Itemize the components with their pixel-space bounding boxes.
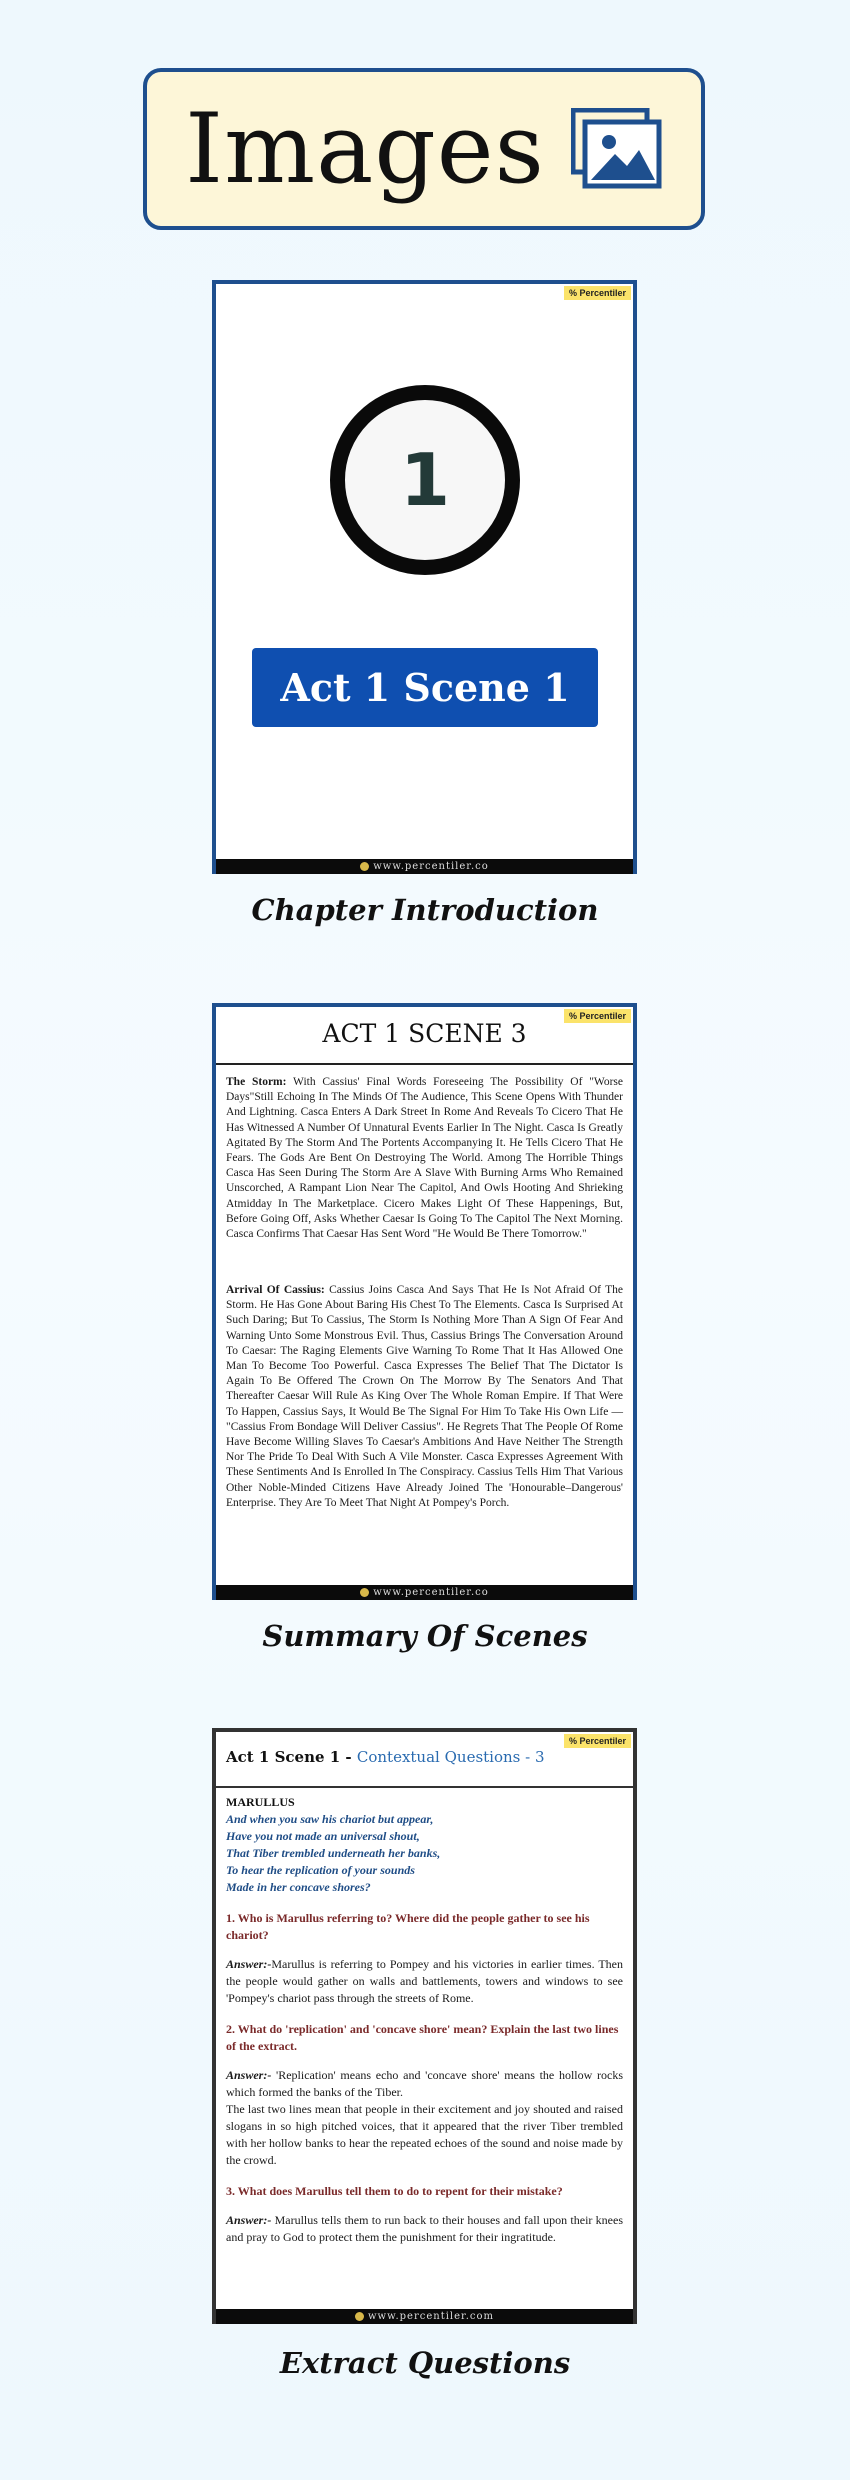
card-footer [216, 2309, 633, 2324]
verse-line: And when you saw his chariot but appear, [226, 1812, 434, 1826]
verse-line: That Tiber trembled underneath her banks, [226, 1846, 441, 1860]
percentiler-logo-icon [360, 1588, 369, 1597]
images-banner [143, 68, 705, 230]
percentiler-badge: % Percentiler [564, 1009, 631, 1023]
banner-title: Images [185, 93, 545, 205]
question-2: 2. What do 'replication' and 'concave shore' mean? Explain the last two lines of the extract. [226, 2022, 619, 2053]
card-footer [216, 1585, 633, 1600]
storm-paragraph [226, 1075, 623, 1242]
chapter-introduction-caption: Chapter Introduction [251, 893, 599, 927]
summary-of-scenes-card[interactable] [212, 1003, 637, 1600]
answer-1 [226, 1956, 623, 2007]
title-divider [216, 1063, 633, 1065]
heading-questions: Contextual Questions - 3 [356, 1748, 545, 1766]
percentiler-badge: % Percentiler [564, 286, 631, 300]
verse-line: To hear the replication of your sounds [226, 1863, 415, 1877]
answer-label: Answer:- [226, 1957, 272, 1971]
answer-text: Marullus tells them to run back to their houses and fall upon their knees and pray to God to protect them the punishment for their ingratitude. [226, 2213, 623, 2244]
percentiler-logo-icon [360, 862, 369, 871]
speaker-name: MARULLUS [226, 1795, 295, 1809]
cassius-label: Arrival Of Cassius: [226, 1284, 325, 1296]
act-scene-label: Act 1 Scene 1 [252, 648, 598, 727]
extract-content [226, 1794, 623, 2246]
answer-3 [226, 2212, 623, 2246]
answer-label: Answer:- [226, 2213, 272, 2227]
question-3: 3. What does Marullus tell them to do to repent for their mistake? [226, 2184, 563, 2198]
answer-label: Answer:- [226, 2068, 272, 2082]
percentiler-logo-icon [355, 2312, 364, 2321]
footer-url: www.percentiler.com [367, 2311, 495, 2322]
answer-text: Marullus is referring to Pompey and his victories in earlier times. Then the people would gather on walls and battlements, towers and windows to see 'Pompey's chariot pass through the streets of Rome. [226, 1957, 623, 2005]
cassius-text: Cassius Joins Casca And Says That He Is Not Afraid Of The Storm. He Has Gone About Baring His Chest To The Elements. Casca Is Surprised At Such Daring; But To Cassius, The Storm Is Nothing More Than A Sign Of Fear And Warning Unto Some Monstrous Evil. Thus, Cassius Brings The Conversation Around To Caesar: The Raging Elements Give Warning To Rome That It Has Allowed One Man To Become Too Powerful. Casca Expresses The Belief That The Dictator Is Again To Be Offered The Crown On The Morrow By The Senators And That Thereafter Caesar Will Rule As King Over The Whole Roman Empire. If That Were To Happen, Cassius Says, It Would Be The Signal For Him To Take His Own Life — "Cassius From Bondage Will Deliver Cassius". He Regrets That The People Of Rome Have Become Willing Slaves To Caesar's Ambitions And Have Neither The Strength Nor The Pride To Deal With Such A Vile Monster. Casca Expresses Agreement With These Sentiments And Is Enrolled In The Conspiracy. Cassius Tells Him That Various Other Noble-Minded Citizens Have Already Joined The 'Honourable–Dangerous' Enterprise. They Are To Meet That Night At Pompey's Porch. [226, 1284, 623, 1509]
questions-heading [226, 1748, 545, 1766]
percentiler-badge: % Percentiler [564, 1734, 631, 1748]
card-footer [216, 859, 633, 874]
heading-divider [216, 1786, 633, 1788]
storm-label: The Storm: [226, 1076, 287, 1088]
answer-2 [226, 2067, 623, 2169]
number-circle [330, 385, 520, 575]
storm-text: With Cassius' Final Words Foreseeing The Possibility Of "Worse Days"Still Echoing In The Minds Of The Audience, This Scene Opens With Thunder And Lightning. Casca Enters A Dark Street In Rome And Reveals To Cicero That He Has Witnessed A Number Of Unnatural Events Earlier In The Night. Casca Is Greatly Agitated By The Storm And The Portents Accompanying It. He Tells Cicero That He Fears. The Gods Are Bent On Destroying The World. Among The Horrible Things Casca Has Seen During The Storm Are A Slave With Burning Arms Who Remained Unscorched, A Rampant Lion Near The Capitol, And Owls Hooting And Shrieking Atmidday In The Marketplace. Cicero Makes Light Of These Happenings, But, Before Going Off, Asks Whether Caesar Is Going To The Capitol The Next Morning. Casca Confirms That Caesar Has Sent Word "He Would Be There Tomorrow." [226, 1076, 623, 1241]
question-1: 1. Who is Marullus referring to? Where did the people gather to see his chariot? [226, 1911, 590, 1942]
verse-line: Made in her concave shores? [226, 1880, 371, 1894]
scene-title: ACT 1 SCENE 3 [322, 1019, 527, 1048]
answer-text: 'Replication' means echo and 'concave shore' means the hollow rocks which formed the banks of the Tiber. [226, 2068, 623, 2099]
image-icon [571, 108, 663, 190]
cassius-paragraph [226, 1283, 623, 1511]
verse-line: Have you not made an universal shout, [226, 1829, 420, 1843]
extract-questions-card[interactable] [212, 1728, 637, 2324]
extract-questions-caption: Extract Questions [279, 2346, 571, 2380]
answer-text-continued: The last two lines mean that people in their excitement and joy shouted and raised slogans in so high pitched voices, that it appeared that the river Tiber trembled with her hollow banks to hear the repeated echoes of the sound and noise made by the crowd. [226, 2102, 623, 2167]
chapter-number: 1 [399, 438, 451, 522]
chapter-introduction-card[interactable] [212, 280, 637, 874]
footer-url: www.percentiler.co [373, 861, 489, 872]
heading-scene: Act 1 Scene 1 - [226, 1748, 357, 1766]
summary-of-scenes-caption: Summary Of Scenes [262, 1619, 588, 1653]
footer-url: www.percentiler.co [373, 1587, 489, 1598]
